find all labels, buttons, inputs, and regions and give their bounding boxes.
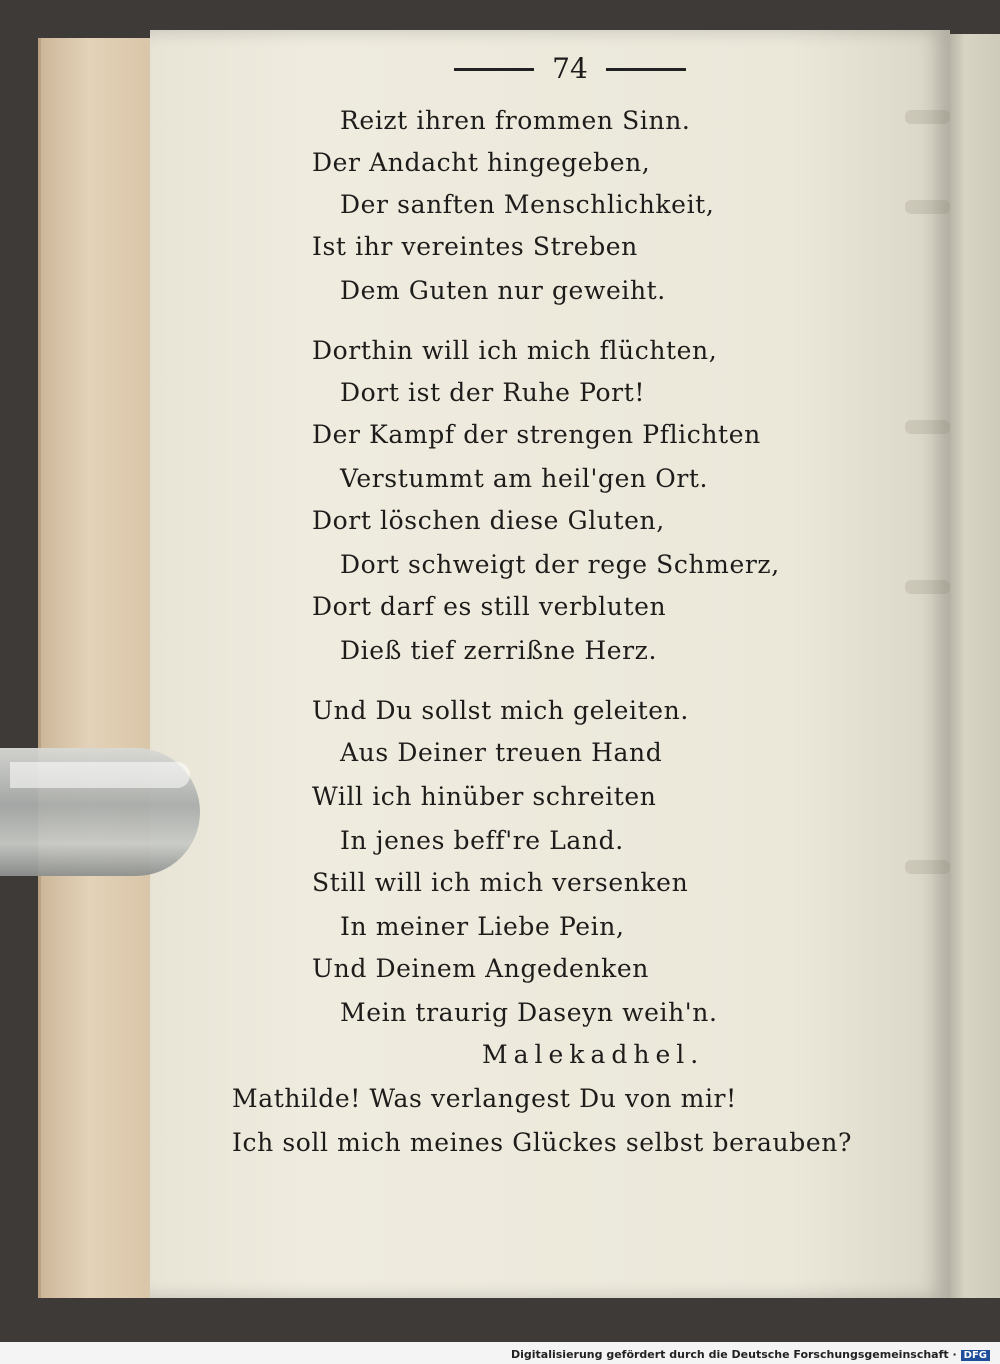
text-line: Mathilde! Was verlangest Du von mir! [232, 1084, 737, 1113]
text-line: Und Du sollst mich geleiten. [312, 696, 689, 725]
page-header [450, 52, 690, 92]
show-through-mark [905, 860, 950, 874]
text-line: Dort schweigt der rege Schmerz, [340, 550, 780, 579]
funding-credit [511, 1348, 990, 1361]
facing-page-edge [950, 34, 1000, 1298]
show-through-mark [905, 420, 950, 434]
text-line: Will ich hinüber schreiten [312, 782, 657, 811]
text-line: In meiner Liebe Pein, [340, 912, 625, 941]
text-line: Aus Deiner treuen Hand [340, 738, 663, 767]
text-line: Dem Guten nur geweiht. [340, 276, 666, 305]
text-line: Dort löschen diese Gluten, [312, 506, 665, 535]
page-edge-stack [38, 38, 161, 1298]
text-line: In jenes beff're Land. [340, 826, 624, 855]
text-line: Reizt ihren frommen Sinn. [340, 106, 691, 135]
text-line: Der sanften Menschlichkeit, [340, 190, 715, 219]
text-line: Verstummt am heil'gen Ort. [340, 464, 709, 493]
text-line: Ist ihr vereintes Streben [312, 232, 638, 261]
text-line: Dort darf es still verbluten [312, 592, 667, 621]
finger-highlight [10, 762, 190, 788]
text-line: Dieß tief zerrißne Herz. [340, 636, 657, 665]
text-line: Mein traurig Daseyn weih'n. [340, 998, 718, 1027]
text-line: Ich soll mich meines Glückes selbst berauben? [232, 1128, 852, 1157]
footer-bar [0, 1342, 1000, 1364]
text-line: Und Deinem Angedenken [312, 954, 650, 983]
text-line: Still will ich mich versenken [312, 868, 689, 897]
page-number: 74 [552, 52, 588, 85]
text-line: Der Andacht hingegeben, [312, 148, 651, 177]
dfg-logo-icon: DFG [961, 1350, 990, 1361]
text-line: Dort ist der Ruhe Port! [340, 378, 646, 407]
text-line: Dorthin will ich mich flüchten, [312, 336, 718, 365]
credit-text: Digitalisierung gefördert durch die Deutsche Forschungsgemeinschaft · [510, 1348, 957, 1361]
show-through-mark [905, 200, 950, 214]
header-rule-right [606, 68, 686, 71]
show-through-mark [905, 580, 950, 594]
speaker-name: Malekadhel. [482, 1040, 705, 1069]
text-line: Der Kampf der strengen Pflichten [312, 420, 761, 449]
show-through-mark [905, 110, 950, 124]
